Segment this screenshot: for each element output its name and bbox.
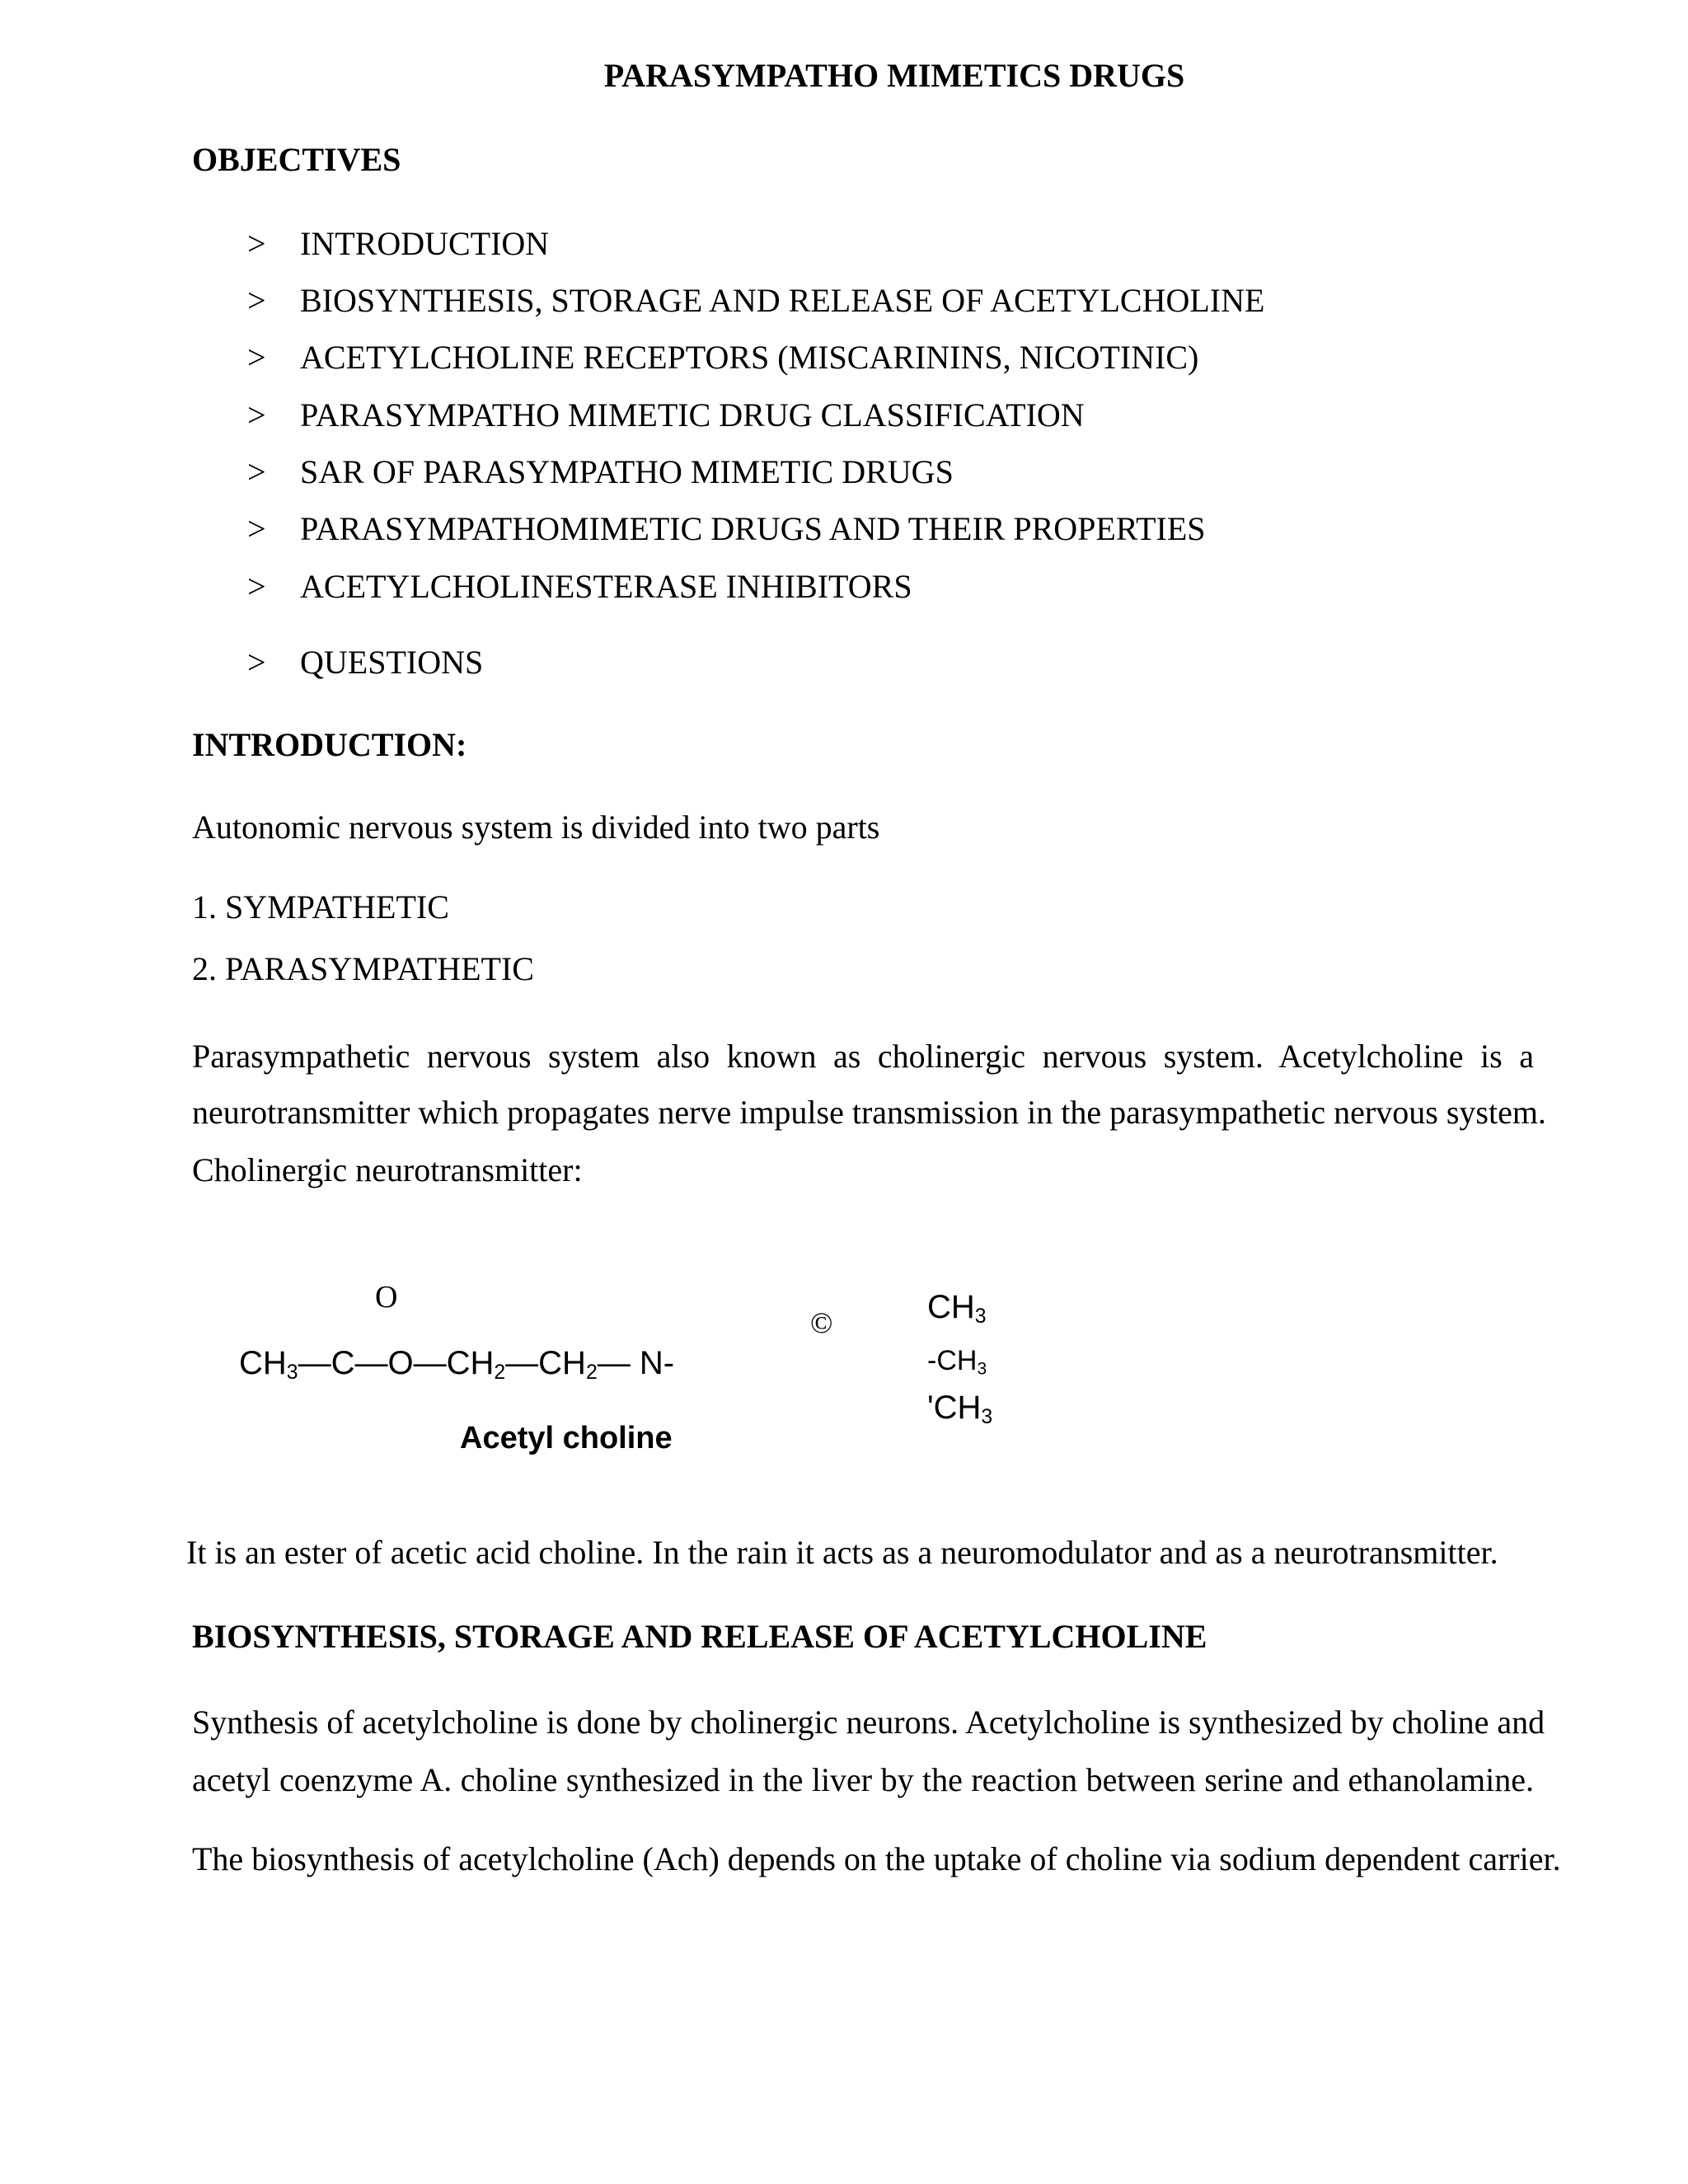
objective-text: PARASYMPATHO MIMETIC DRUG CLASSIFICATION <box>300 396 1085 434</box>
list-marker: > <box>247 568 266 605</box>
structure-caption: Acetyl choline <box>460 1421 673 1455</box>
structure-oxygen: O <box>375 1280 398 1315</box>
objective-text: QUESTIONS <box>300 644 484 681</box>
objective-item <box>247 224 549 263</box>
chain-part: —C—O—CH <box>298 1345 495 1381</box>
list-marker: > <box>247 644 266 681</box>
biosynthesis-heading: BIOSYNTHESIS, STORAGE AND RELEASE OF ACETYLCHOLINE <box>192 1618 1207 1655</box>
list-marker: > <box>247 225 266 262</box>
ester-description: It is an ester of acetic acid choline. In the rain it acts as a neuromodulator and as a neurotransmitter. <box>186 1534 1498 1571</box>
copyright-symbol: © <box>810 1306 833 1339</box>
objective-text: ACETYLCHOLINESTERASE INHIBITORS <box>300 568 912 605</box>
intro-paragraph-line: neurotransmitter which propagates nerve impulse transmission in the parasympathetic nervous system. <box>192 1094 1546 1131</box>
objective-item <box>247 396 1085 434</box>
chain-subscript: 3 <box>286 1361 298 1385</box>
biosynthesis-line: The biosynthesis of acetylcholine (Ach) depends on the uptake of choline via sodium dependent carrier. <box>192 1840 1561 1877</box>
list-marker: > <box>247 510 266 547</box>
page-title: PARASYMPATHO MIMETICS DRUGS <box>603 57 1185 94</box>
objective-text: ACETYLCHOLINE RECEPTORS (MISCARININS, NICOTINIC) <box>300 339 1199 376</box>
chain-part: — N- <box>597 1345 675 1381</box>
list-marker: > <box>247 453 266 490</box>
list-marker: > <box>247 396 266 434</box>
objective-item <box>247 338 1198 377</box>
objective-text: PARASYMPATHOMIMETIC DRUGS AND THEIR PROPERTIES <box>300 510 1206 547</box>
chain-part: CH <box>239 1345 287 1381</box>
objectives-heading: OBJECTIVES <box>192 141 401 178</box>
chain-subscript: 2 <box>585 1361 598 1385</box>
objective-item <box>247 281 1264 320</box>
acetylcholine-chain <box>239 1345 675 1385</box>
list-marker: > <box>247 282 266 319</box>
methyl-group: '$CH_3$ <box>927 1390 993 1429</box>
methyl-group: $-CH_3$ <box>927 1345 987 1379</box>
introduction-heading: INTRODUCTION: <box>192 726 467 763</box>
objective-item <box>247 567 912 606</box>
objective-item <box>247 509 1206 548</box>
chain-subscript: 2 <box>494 1361 506 1385</box>
objective-text: INTRODUCTION <box>300 225 550 262</box>
intro-part-item: 1. SYMPATHETIC <box>192 888 449 926</box>
intro-line: Autonomic nervous system is divided into two parts <box>192 808 880 846</box>
chain-part: —CH <box>505 1345 586 1381</box>
methyl-group: $CH_3$ <box>927 1289 987 1329</box>
intro-part-item: 2. PARASYMPATHETIC <box>192 950 534 987</box>
objective-text: SAR OF PARASYMPATHO MIMETIC DRUGS <box>300 453 954 490</box>
list-marker: > <box>247 339 266 376</box>
objective-item <box>247 643 483 682</box>
intro-paragraph-line: Parasympathetic nervous system also known as cholinergic nervous system. Acetylcholine is a <box>192 1038 1534 1075</box>
objective-item <box>247 452 954 491</box>
biosynthesis-paragraph-line: acetyl coenzyme A. choline synthesized in the liver by the reaction between serine and ethanolamine. <box>192 1761 1534 1798</box>
objective-text: BIOSYNTHESIS, STORAGE AND RELEASE OF ACETYLCHOLINE <box>300 282 1265 319</box>
biosynthesis-paragraph-line: Synthesis of acetylcholine is done by cholinergic neurons. Acetylcholine is synthesized by choline and <box>192 1704 1545 1741</box>
intro-paragraph-line: Cholinergic neurotransmitter: <box>192 1151 583 1188</box>
